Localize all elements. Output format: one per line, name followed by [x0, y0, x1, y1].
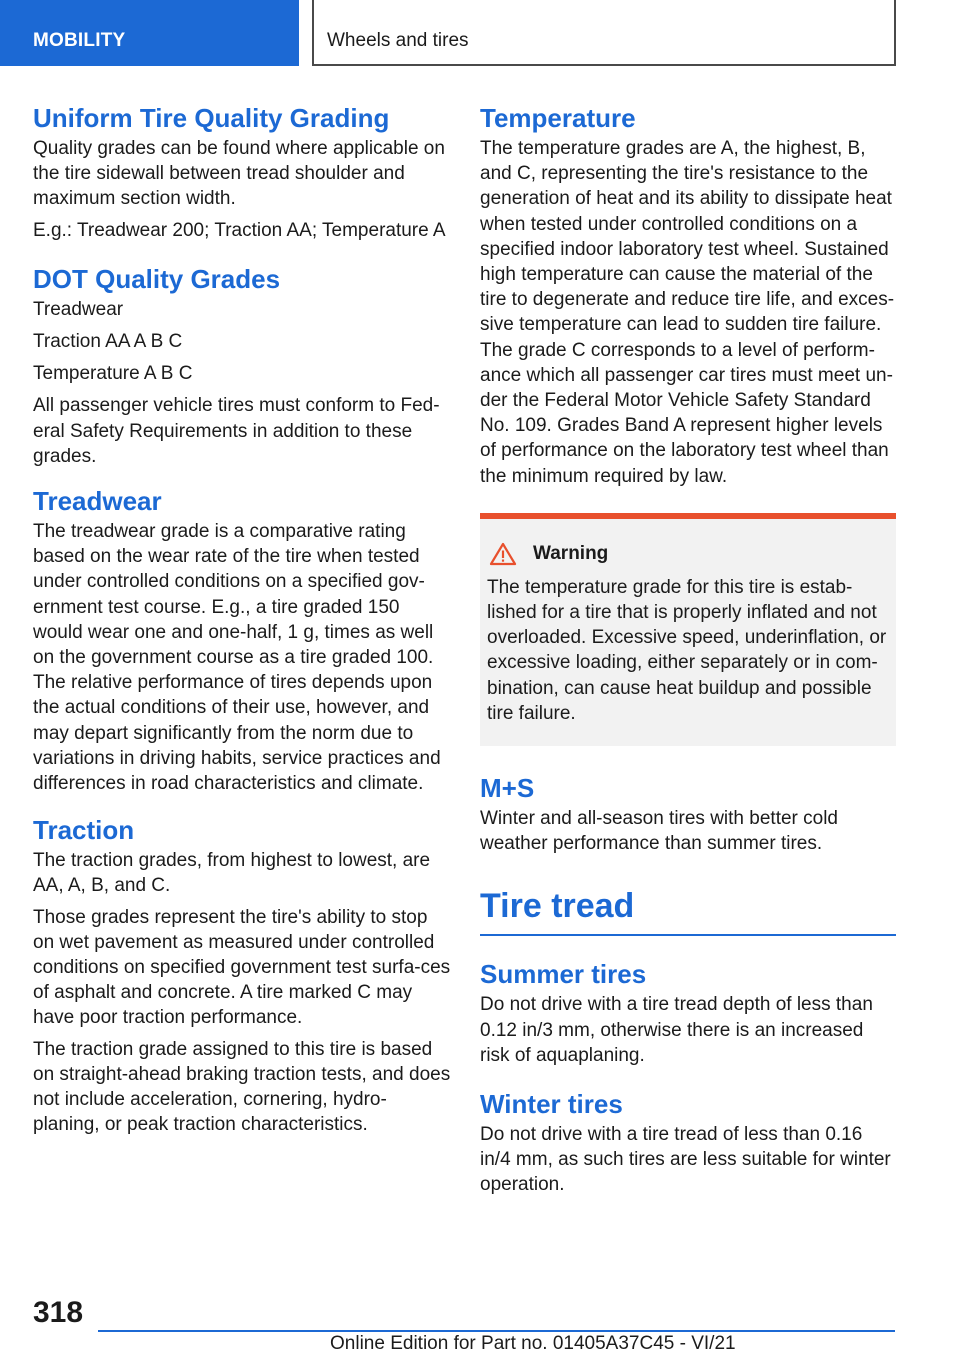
page-header: [0, 0, 960, 66]
section-treadwear: [33, 483, 451, 796]
section-summer-tires: [480, 956, 896, 1068]
warning-text: The temperature grade for this tire is estab‐lished for a tire that is properly inflated and not overloaded. Excessive speed, underinflation, or excessive loading, either separately or in com‐bination, can cause heat buildup and possible tire failure.: [487, 576, 887, 724]
heading-tire-tread: Tire tread: [480, 884, 896, 936]
section-winter-tires: [480, 1086, 896, 1198]
edition-text: Online Edition for Part no. 01405A37C45 - VI/21: [330, 1333, 736, 1354]
paragraph: Treadwear: [33, 298, 124, 320]
left-column: [33, 100, 451, 1148]
paragraph: All passenger vehicle tires must conform to Fed‐eral Safety Requirements in addition to these grades.: [33, 395, 440, 467]
paragraph: Traction AA A B C: [33, 331, 183, 353]
section-temperature: [480, 100, 896, 489]
heading-traction: Traction: [33, 815, 135, 846]
paragraph: The temperature grades are A, the highest, B, and C, representing the tire's resistance to the generation of heat and its ability to dissipate heat when tested under controlled conditions on a specified indoor laboratory test wheel. Sustained high temperature can cause the material of the tire to degenerate and reduce tire life, and exces‐sive temperature can lead to sudden tire failure. The grade C corresponds to a level of perform‐ance which all passenger car tires must meet un‐der the Federal Motor Vehicle Safety Standard No. 109. Grades Band A represent higher levels of performance on the laboratory test wheel than the minimum required by law.: [480, 138, 895, 487]
heading-ms: M+S: [480, 773, 535, 804]
heading-winter-tires: Winter tires: [480, 1089, 623, 1120]
section-ms: [480, 770, 896, 856]
section-dot-grades: [33, 261, 451, 469]
warning-triangle-icon: [489, 542, 517, 566]
section-tab: [0, 0, 299, 66]
paragraph: Winter and all-season tires with better cold weather performance than summer tires.: [480, 808, 838, 855]
heading-temperature: Temperature: [480, 103, 636, 133]
paragraph: Those grades represent the tire's ability to stop on wet pavement as measured under controlled conditions on specified government test surfa‐ces of asphalt and concrete. A tire marked C may have poor traction performance.: [33, 906, 451, 1029]
warning-title: Warning: [533, 542, 609, 564]
paragraph: Do not drive with a tire tread of less than 0.16 in/4 mm, as such tires are less suitable for winter operation.: [480, 1124, 891, 1196]
page-number: 318: [33, 1296, 84, 1329]
chapter-tab: [312, 0, 896, 66]
chapter-label: Wheels and tires: [327, 30, 469, 51]
heading-dot-grades: DOT Quality Grades: [33, 263, 281, 294]
section-traction: [33, 812, 451, 1137]
warning-box: [480, 513, 896, 746]
paragraph: Temperature A B C: [33, 363, 193, 385]
paragraph: E.g.: Treadwear 200; Traction AA; Temperature A: [33, 219, 446, 241]
paragraph: The traction grades, from highest to lowest, are AA, A, B, and C.: [33, 850, 431, 897]
section-label: MOBILITY: [33, 30, 126, 51]
paragraph: Quality grades can be found where applicable on the tire sidewall between tread shoulder and maximum section width.: [33, 138, 445, 210]
warning-header: [487, 539, 888, 569]
footer-divider: [98, 1330, 895, 1332]
paragraph: The traction grade assigned to this tire is based on straight-ahead braking traction tests, and does not include acceleration, cornering, hydro‐planing, or peak traction characteristics.: [33, 1038, 451, 1136]
section-utqg: [33, 100, 451, 243]
heading-treadwear: Treadwear: [33, 486, 162, 517]
right-column: [480, 100, 896, 1198]
heading-utqg: Uniform Tire Quality Grading: [33, 103, 390, 133]
paragraph: The treadwear grade is a comparative rating based on the wear rate of the tire when tested under controlled conditions on a specified gov‐ernment test course. E.g., a tire graded 150 would wear one and one-half, 1 g, times as well on the government course as a tire graded 100. The relative performance of tires depends upon the actual conditions of their use, however, and may depart significantly from the norm due to variations in driving habits, service practices and differences in road characteristics and climate.: [33, 521, 441, 795]
heading-summer-tires: Summer tires: [480, 959, 647, 990]
paragraph: Do not drive with a tire tread depth of less than 0.12 in/3 mm, otherwise there is an increased risk of aquaplaning.: [480, 994, 873, 1066]
